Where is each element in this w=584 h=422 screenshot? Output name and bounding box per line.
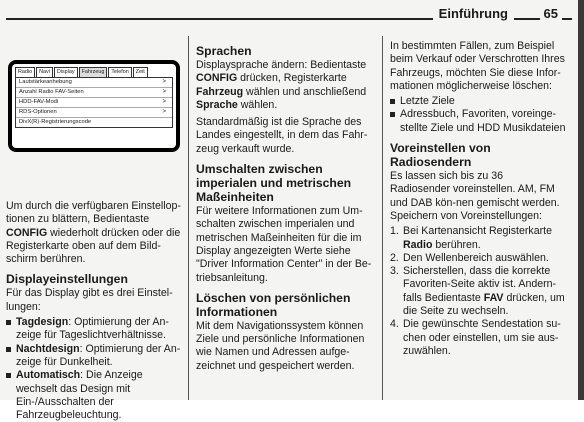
screen-menu-item-label: DivX(R)-Registrierungscode bbox=[19, 119, 92, 125]
list-item bbox=[6, 369, 182, 422]
screen-menu-item-label: Lautstärkeanhebung bbox=[19, 79, 72, 85]
chevron-right-icon: > bbox=[162, 89, 166, 95]
body-text: wählen. bbox=[237, 98, 278, 111]
display-options-list bbox=[6, 316, 182, 422]
step-item bbox=[390, 265, 566, 318]
units-paragraph: Für weitere Informationen zum Um-schalten zwischen imperialen und metrischen Maßeinheiten für die im Display angezeigten Werte siehe "Driver Information Center" in der Be-triebsanleitung. bbox=[196, 205, 372, 284]
config-key-label: CONFIG bbox=[6, 226, 48, 239]
delete-info-continued: In bestimmten Fällen, zum Beispiel beim Verkauf oder Verschrotten Ihres Fahrzeugs, möchten Sie diese Infor-mationen möglicherweise löschen: bbox=[390, 40, 565, 92]
step-text: Bei Kartenansicht Registerkarte bbox=[403, 225, 552, 238]
list-item bbox=[6, 316, 182, 343]
menu-reference: Sprache bbox=[196, 98, 238, 111]
step-item bbox=[390, 318, 566, 358]
chevron-right-icon: > bbox=[162, 109, 166, 115]
step-text: Die gewünschte Sendestation su-chen oder einstellen, um sie aus-zuwählen. bbox=[403, 318, 561, 357]
display-screen-figure bbox=[8, 60, 180, 152]
screen-menu-item bbox=[16, 108, 172, 118]
option-text: : Die Anzeige wechselt das Design mit Ein-/Ausschalten der Fahrzeugbeleuchtung. bbox=[16, 369, 143, 422]
step-text: drücken, um die Seite zu wechseln. bbox=[403, 291, 565, 318]
column-divider bbox=[188, 36, 189, 400]
body-text: wählen und anschließend bbox=[243, 85, 367, 98]
step-number: 2. bbox=[390, 251, 399, 264]
screen-menu-item bbox=[16, 88, 172, 98]
option-term: Automatisch bbox=[16, 369, 81, 382]
step-number: 1. bbox=[390, 225, 399, 238]
option-text: : Optimierung der An-zeige für Tageslichtverhältnisse. bbox=[16, 316, 169, 342]
screen-tab-fahrzeug: Fahrzeug bbox=[79, 67, 108, 77]
tab-reference: Fahrzeug bbox=[196, 85, 244, 98]
section-heading: Sprachen bbox=[196, 44, 252, 58]
option-term: Tagdesign bbox=[16, 316, 69, 329]
step-item bbox=[390, 225, 566, 252]
screen-menu-list bbox=[15, 77, 173, 128]
page-number: 65 bbox=[540, 6, 562, 21]
list-item: Adressbuch, Favoriten, voreinge-stellte Ziele und HDD Musikdateien bbox=[390, 108, 566, 135]
screen-tab-bar bbox=[12, 64, 176, 77]
chevron-right-icon: > bbox=[162, 79, 166, 85]
screen-menu-item-label: HDD-FAV-Modi bbox=[19, 99, 59, 105]
option-text: : Optimierung der An-zeige für Dunkelheit. bbox=[16, 342, 181, 368]
step-bold: Radio bbox=[403, 238, 433, 251]
intro-text: Um durch die verfügbaren Einstellop-tionen zu blättern, Bedientaste bbox=[6, 200, 181, 226]
screen-tab-navi: Navi bbox=[36, 67, 53, 77]
step-text: berühren. bbox=[432, 238, 481, 251]
step-bold: FAV bbox=[483, 291, 504, 304]
preset-steps-list bbox=[390, 225, 566, 358]
screen-tab-radio: Radio bbox=[15, 67, 35, 77]
section-heading: Umschalten zwischen imperialen und metrischen Maßeinheiten bbox=[196, 162, 352, 205]
option-term: Nachtdesign bbox=[16, 342, 80, 355]
intro-paragraph bbox=[6, 200, 182, 266]
screen-menu-item-label: Anzahl Radio FAV-Seiten bbox=[19, 89, 84, 95]
language-paragraph bbox=[196, 59, 374, 112]
screen-menu-item-label: RDS-Optionen bbox=[19, 109, 57, 115]
step-item bbox=[390, 252, 566, 265]
intro-text: wiederholt drücken oder die Registerkarte oben auf dem Bild-schirm berühren. bbox=[6, 226, 181, 266]
screen-tab-display: Display bbox=[54, 67, 78, 77]
screen-content bbox=[12, 64, 176, 148]
screen-menu-item bbox=[16, 98, 172, 108]
chevron-right-icon: > bbox=[162, 99, 166, 105]
section-lead: Für das Display gibt es drei Einstel-lungen: bbox=[6, 287, 173, 313]
list-item: Letzte Ziele bbox=[390, 95, 566, 108]
column-right bbox=[390, 40, 566, 358]
step-number: 3. bbox=[390, 265, 399, 278]
presets-paragraph: Es lassen sich bis zu 36 Radiosender voreinstellen. AM, FM und DAB kön-nen gemischt werden. Speichern von Voreinstellungen: bbox=[390, 170, 560, 222]
body-text: Displaysprache ändern: Bedientaste bbox=[196, 59, 367, 71]
step-number: 4. bbox=[390, 318, 399, 331]
section-heading: Voreinstellen von Radiosendern bbox=[390, 141, 491, 170]
section-heading: Displayeinstellungen bbox=[6, 272, 128, 287]
column-middle bbox=[196, 40, 374, 373]
config-key-label: CONFIG bbox=[196, 72, 238, 85]
screen-tab-telefon: Telefon bbox=[108, 67, 131, 77]
screen-menu-item bbox=[16, 78, 172, 88]
screen-tab-zeit: Zeit bbox=[133, 67, 148, 77]
column-left bbox=[6, 200, 182, 422]
screen-menu-item bbox=[16, 118, 172, 127]
column-divider bbox=[382, 36, 383, 400]
step-text: Sicherstellen, dass die korrekte Favoriten-Seite aktiv ist. Andern-falls Bedientaste bbox=[403, 265, 557, 304]
page-header bbox=[6, 6, 572, 30]
section-heading: Löschen von persönlichen Informationen bbox=[196, 290, 351, 319]
list-item bbox=[6, 343, 182, 370]
language-default-paragraph: Standardmäßig ist die Sprache des Landes eingestellt, in dem das Fahr-zeug verkauft wurde. bbox=[196, 116, 368, 155]
body-text: drücken, Registerkarte bbox=[237, 72, 347, 85]
step-text: Den Wellenbereich auswählen. bbox=[403, 251, 549, 264]
chapter-title: Einführung bbox=[433, 6, 514, 21]
delete-info-paragraph: Mit dem Navigationssystem können Ziele und persönliche Informationen wie Namen und Adressen aufge-zeichnet und gespeichert werden. bbox=[196, 319, 365, 372]
delete-items-list bbox=[390, 95, 566, 135]
